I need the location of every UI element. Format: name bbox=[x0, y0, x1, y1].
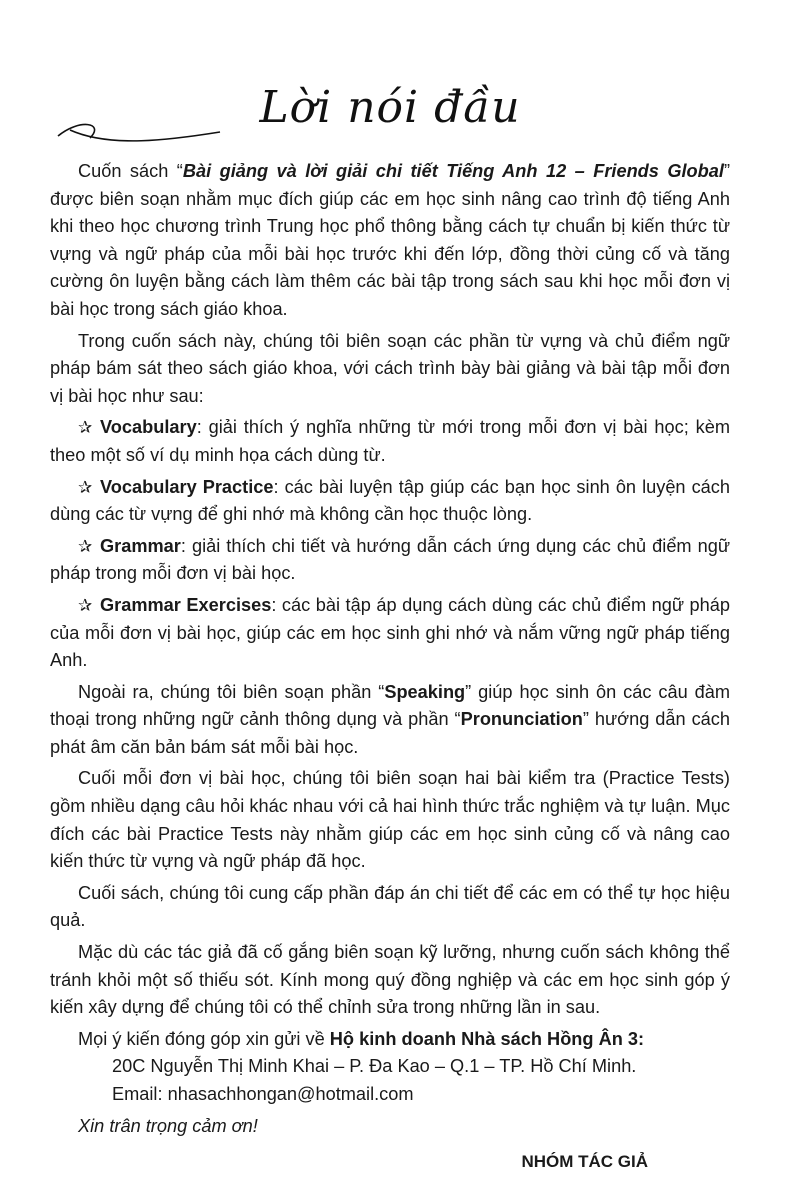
tests-paragraph: Cuối mỗi đơn vị bài học, chúng tôi biên soạn hai bài kiểm tra (Practice Tests) gồm nhiều dạng câu hỏi khác nhau với cả hai hình thức trắc nghiệm và tự luận. Mục đích các bài Practice Tests này nhằm giúp các em học sinh củng cố và nâng cao kiến thức từ vựng và ngữ pháp đã học. bbox=[50, 768, 730, 872]
bullet-grammar bbox=[50, 533, 730, 588]
bullet-text: : giải thích ý nghĩa những từ mới trong mỗi đơn vị bài học; kèm theo một số ví dụ minh họa cách dùng từ. bbox=[50, 417, 730, 465]
answers-paragraph: Cuối sách, chúng tôi cung cấp phần đáp án chi tiết để các em có thể tự học hiệu quả. bbox=[50, 882, 730, 931]
speaking-paragraph bbox=[50, 679, 730, 762]
bullet-term: Vocabulary bbox=[100, 417, 197, 438]
book-title: Bài giảng và lời giải chi tiết Tiếng Anh 12 – Friends Global bbox=[182, 161, 724, 181]
structure-paragraph: Trong cuốn sách này, chúng tôi biên soạn các phần từ vựng và chủ điểm ngữ pháp bám sát theo sách giáo khoa, với cách trình bày bài giảng và bài tập mỗi đơn vị bài học như sau: bbox=[50, 330, 730, 406]
preface-body bbox=[50, 158, 730, 1180]
star-icon: ✰ bbox=[78, 595, 93, 615]
bullet-term: Grammar bbox=[100, 535, 181, 556]
feedback-paragraph: Mặc dù các tác giả đã cố gắng biên soạn kỹ lưỡng, nhưng cuốn sách không thể tránh khỏi một số thiếu sót. Kính mong quý đồng nghiệp và các em học sinh góp ý kiến xây dựng để chúng tôi có thể chỉnh sửa trong những lần in sau. bbox=[50, 942, 730, 1018]
speaking-text-c: ” giúp học sinh ôn các câu đàm thoại trong những ngữ cảnh thông dụng và phần “ bbox=[50, 681, 730, 730]
thanks-line: Xin trân trọng cảm ơn! bbox=[78, 1115, 258, 1136]
bullet-text: : các bài tập áp dụng cách dùng các chủ điểm ngữ pháp của mỗi đơn vị bài học, giúp các em học sinh ghi nhớ và nắm vững ngữ pháp tiếng Anh. bbox=[50, 594, 730, 671]
bullet-term: Grammar Exercises bbox=[100, 594, 272, 615]
contact-address: 20C Nguyễn Thị Minh Khai – P. Đa Kao – Q.1 – TP. Hồ Chí Minh. bbox=[112, 1056, 637, 1077]
contact-email: Email: nhasachhongan@hotmail.com bbox=[112, 1084, 414, 1104]
bullet-term: Vocabulary Practice bbox=[100, 476, 274, 497]
contact-org: Hộ kinh doanh Nhà sách Hồng Ân 3 bbox=[329, 1028, 638, 1049]
contact-lead bbox=[50, 1026, 730, 1054]
speaking-term: Speaking bbox=[384, 681, 466, 702]
page-title: Lời nói đầu bbox=[259, 82, 521, 133]
preface-page bbox=[50, 0, 730, 1200]
bullet-grammar-exercises bbox=[50, 592, 730, 675]
star-icon: ✰ bbox=[78, 477, 93, 497]
intro-paragraph bbox=[50, 158, 730, 324]
intro-post: ” được biên soạn nhằm mục đích giúp các em học sinh nâng cao trình độ tiếng Anh khi theo học chương trình Trung học phổ thông bằng cách tự chuẩn bị kiến thức từ vựng và ngữ pháp của mỗi bài học trước khi đến lớp, đồng thời củng cố và tăng cường ôn luyện bằng cách làm thêm các bài tập trong sách sau khi học mỗi đơn vị bài học trong sách giáo khoa. bbox=[50, 161, 731, 319]
contact-lead-text: Mọi ý kiến đóng góp xin gửi về bbox=[78, 1028, 330, 1049]
bullet-text: : giải thích chi tiết và hướng dẫn cách ứng dụng các chủ điểm ngữ pháp trong mỗi đơn vị bài học. bbox=[50, 535, 730, 584]
star-icon: ✰ bbox=[78, 418, 93, 438]
signature: NHÓM TÁC GIẢ bbox=[521, 1152, 648, 1172]
bullet-vocabulary bbox=[50, 414, 730, 469]
star-icon: ✰ bbox=[78, 536, 93, 556]
speaking-text-e: ” hướng dẫn cách phát âm căn bản bám sát mỗi bài học. bbox=[50, 709, 730, 757]
pronunciation-term: Pronunciation bbox=[460, 709, 583, 730]
contact-colon: : bbox=[638, 1028, 645, 1049]
bullet-vocabulary-practice bbox=[50, 474, 730, 529]
intro-pre: Cuốn sách “ bbox=[78, 161, 183, 181]
title-block bbox=[50, 78, 730, 148]
speaking-text-a: Ngoài ra, chúng tôi biên soạn phần “ bbox=[78, 681, 385, 702]
bullet-text: : các bài luyện tập giúp các bạn học sinh ôn luyện cách dùng các từ vựng để ghi nhớ mà không cần học thuộc lòng. bbox=[50, 476, 730, 525]
